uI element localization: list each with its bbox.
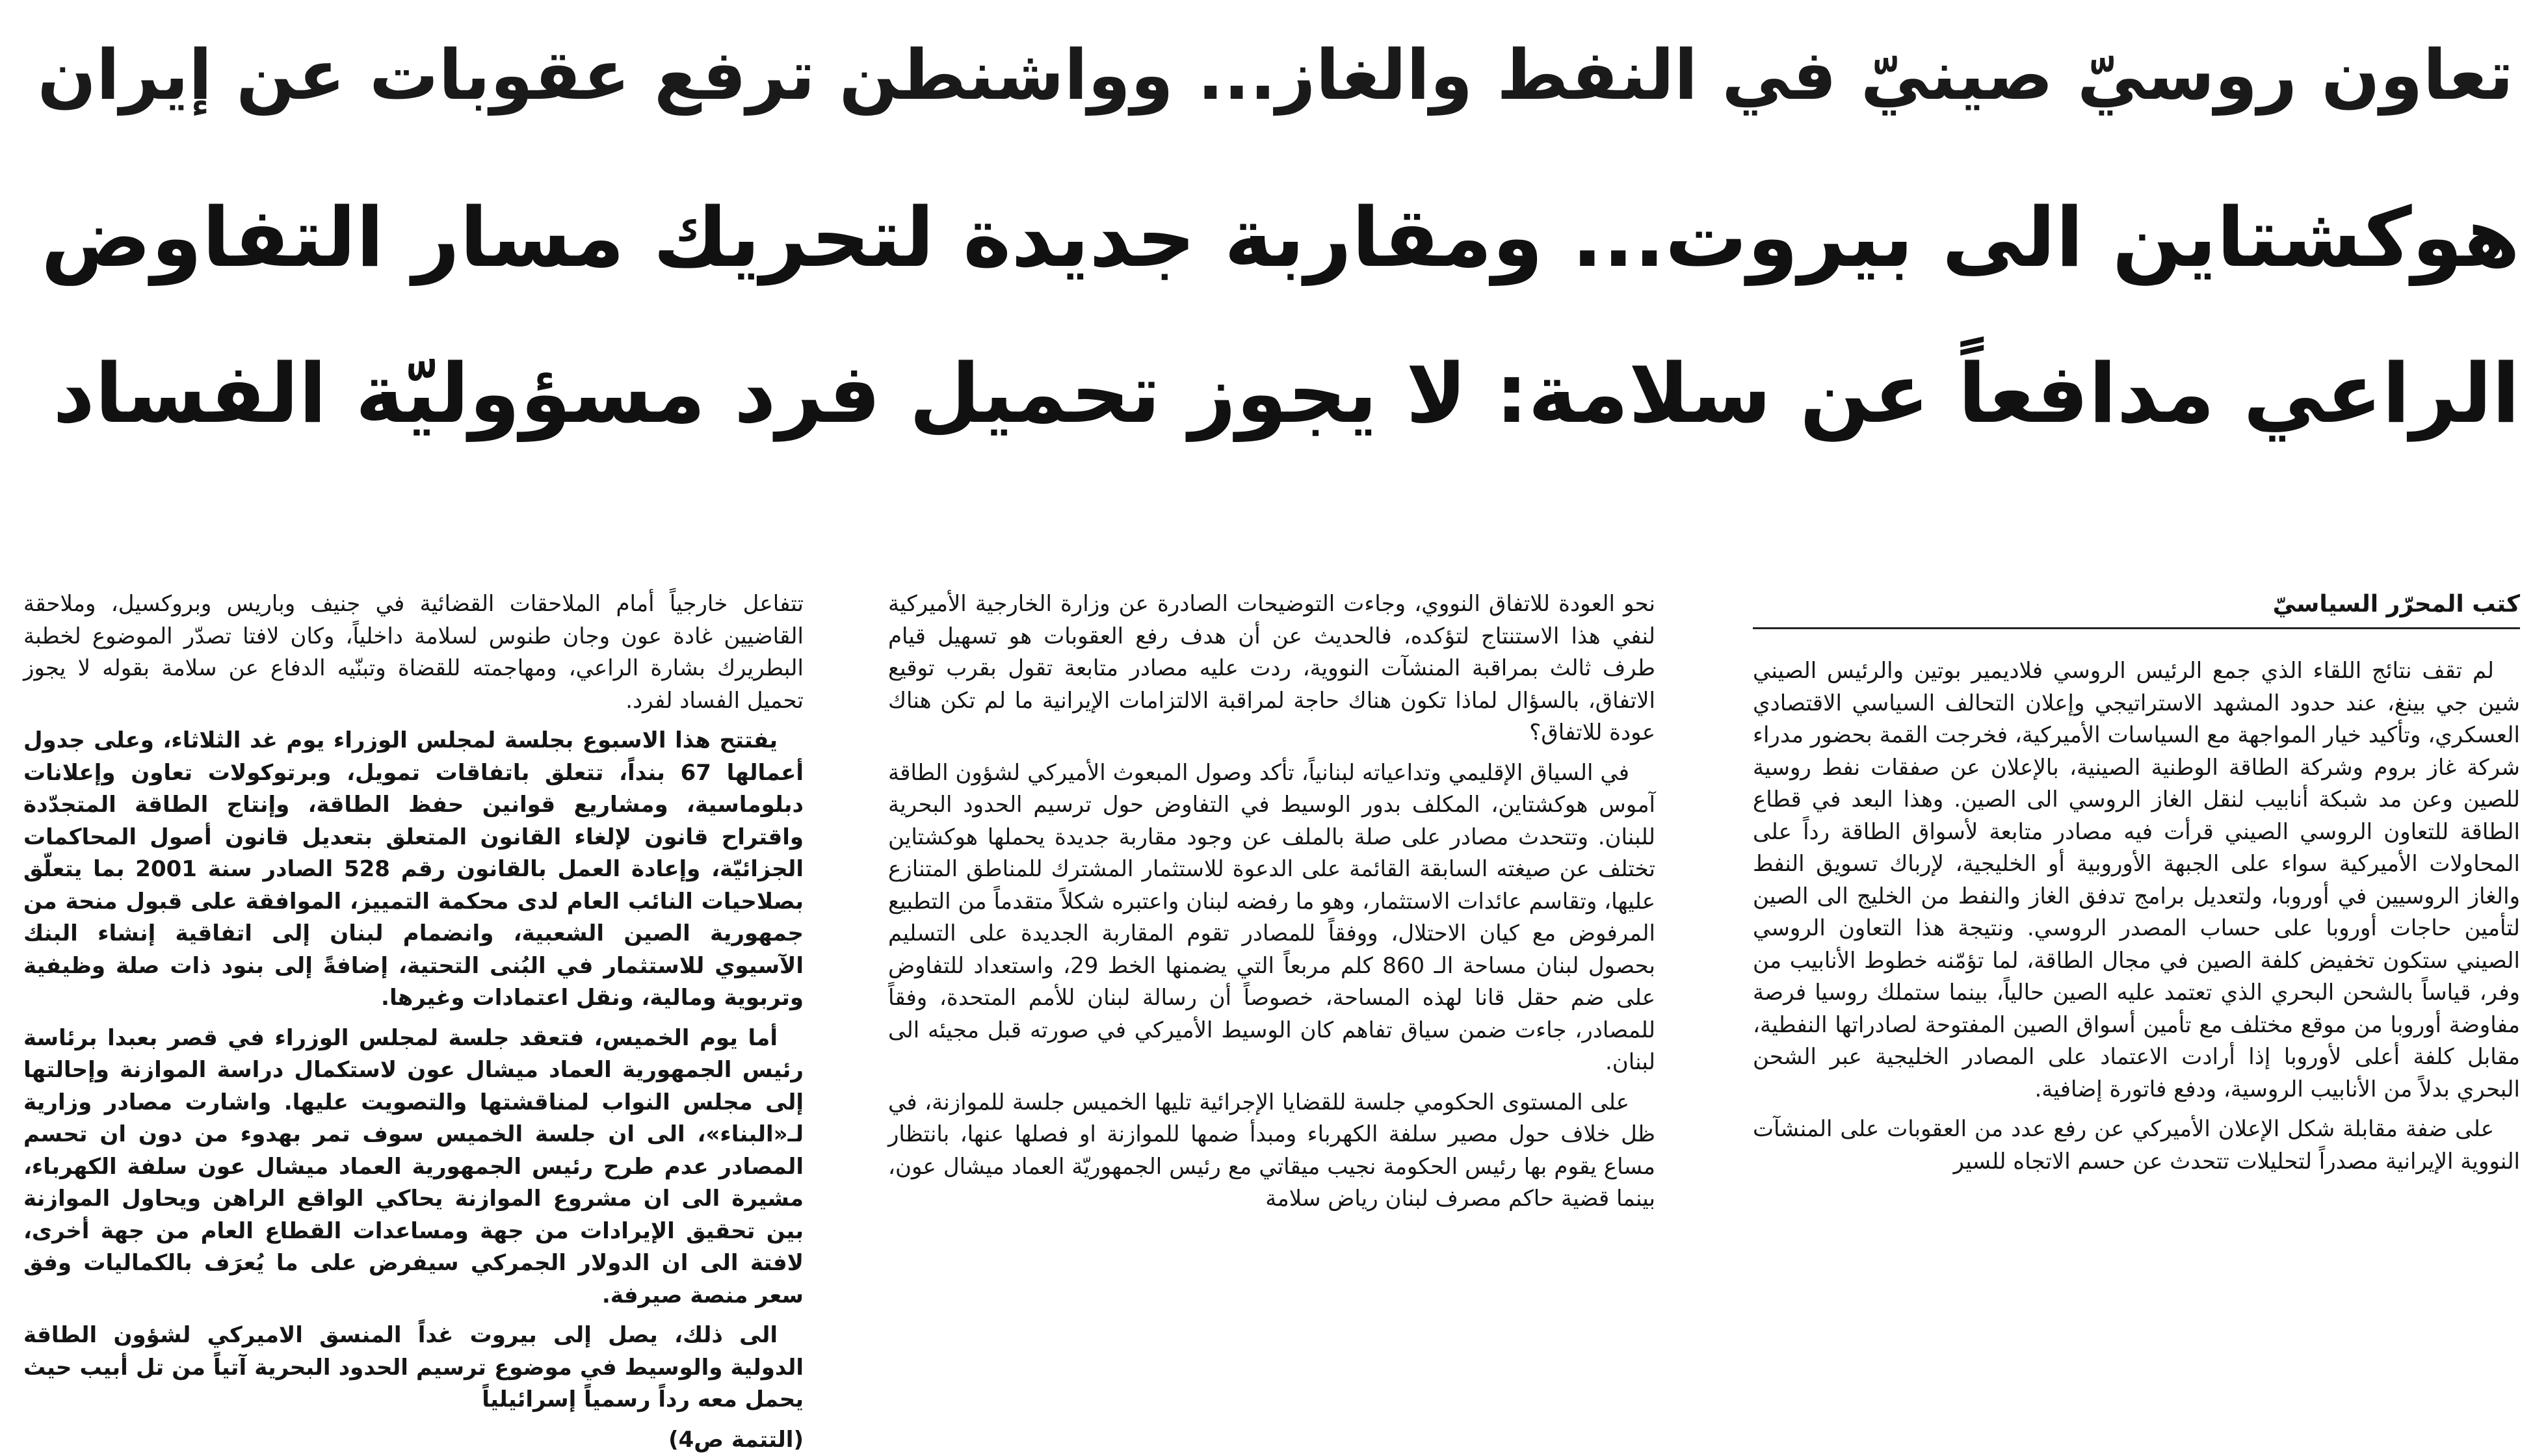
- paragraph: تتفاعل خارجياً أمام الملاحقات القضائية في جنيف وباريس وبروكسيل، وملاحقة القاضيين غادة عون وجان طنوس لسلامة داخلياً، وكان لافتا تصدّر الموضوع لخطبة البطريرك بشارة الراعي، ومهاجمته للقضاة وتبنّيه الدفاع عن سلامة بقوله لا يجوز تحميل الفساد لفرد.: [23, 588, 804, 717]
- paragraph: يفتتح هذا الاسبوع بجلسة لمجلس الوزراء يوم غد الثلاثاء، وعلى جدول أعمالها 67 بنداً، تتعلق باتفاقات تمويل، وبرتوكولات تعاون وإعلانات دبلوماسية، ومشاريع قوانين حفظ الطاقة، وإنتاج الطاقة المتجدّدة واقتراح قانون لإلغاء القانون المتعلق بتعديل قانون أصول المحاكمات الجزائيّة، وإعادة العمل بالقانون رقم 528 الصادر سنة 2001 بما يتعلّق بصلاحيات النائب العام لدى محكمة التمييز، الموافقة على قبول منحة من جمهورية الصين الشعبية، وانضمام لبنان إلى اتفاقية إنشاء البنك الآسيوي للاستثمار في البُنى التحتية، إضافةً إلى بنود ذات صلة وظيفية وتربوية ومالية، ونقل اعتمادات وغيرها.: [23, 725, 804, 1015]
- paragraph: نحو العودة للاتفاق النووي، وجاءت التوضيحات الصادرة عن وزارة الخارجية الأميركية لنفي هذا الاستنتاج لتؤكده، فالحديث عن أن هدف رفع العقوبات هو تسهيل قيام طرف ثالث بمراقبة المنشآت النووية، ردت عليه مصادر متابعة تقول بقرب توقيع الاتفاق، بالسؤال لماذا تكون هناك حاجة لمراقبة الالتزامات الإيرانية ما لم تكن هناك عودة للاتفاق؟: [888, 588, 1655, 749]
- paragraph: أما يوم الخميس، فتعقد جلسة لمجلس الوزراء في قصر بعبدا برئاسة رئيس الجمهورية العماد ميشال عون لاستكمال دراسة الموازنة وإحالتها إلى مجلس النواب لمناقشتها والتصويت عليها. واشارت مصادر وزارية لـ«البناء»، الى ان جلسة الخميس سوف تمر بهدوء من دون ان تحسم المصادر عدم طرح رئيس الجمهورية العماد ميشال عون سلفة الكهرباء، مشيرة الى ان مشروع الموازنة يحاكي الواقع الراهن ويحاول الموازنة بين تحقيق الإيرادات من جهة ومساعدات القطاع العام من جهة أخرى، لافتة الى ان الدولار الجمركي سيفرض على ما يُعرَف بالكماليات وفق سعر منصة صيرفة.: [23, 1022, 804, 1312]
- paragraph: الى ذلك، يصل إلى بيروت غداً المنسق الاميركي لشؤون الطاقة الدولية والوسيط في موضوع ترسيم الحدود البحرية آتياً من تل أبيب حيث يحمل معه رداً رسمياً إسرائيلياً: [23, 1320, 804, 1416]
- paragraph: على ضفة مقابلة شكل الإعلان الأميركي عن رفع عدد من العقوبات على المنشآت النووية الإيرانية مصدراً لتحليلات تتحدث عن حسم الاتجاه للسير: [1753, 1113, 2520, 1178]
- sup-headline: تعاون روسيّ صينيّ في النفط والغاز... وواشنطن ترفع عقوبات عن إيران: [26, 39, 2513, 111]
- main-headline-line-2: الراعي مدافعاً عن سلامة: لا يجوز تحميل فرد مسؤوليّة الفساد: [26, 351, 2520, 437]
- continuation-note: (التتمة ص4): [23, 1424, 804, 1456]
- paragraph: في السياق الإقليمي وتداعياته لبنانياً، تأكد وصول المبعوث الأميركي لشؤون الطاقة آموس هوكشتاين، المكلف بدور الوسيط في التفاوض حول ترسيم الحدود البحرية للبنان. وتتحدث مصادر على صلة بالملف عن وجود مقاربة جديدة يحملها هوكشتاين تختلف عن صيغته السابقة القائمة على الدعوة للاستثمار المشترك للمناطق المتنازع عليها، وتقاسم عائدات الاستثمار، وهو ما رفضه لبنان واعتبره شكلاً متقدماً من التطبيع المرفوض مع كيان الاحتلال، ووفقاً للمصادر تقوم المقاربة الجديدة على التسليم بحصول لبنان مساحة الـ 860 كلم مربعاً التي يضمنها الخط 29، واستعداد للتفاوض على ضم حقل قانا لهذه المساحة، خصوصاً أن رسالة لبنان للأمم المتحدة، وفقاً للمصادر، جاءت ضمن سياق تفاهم كان الوسيط الأميركي في صورته قبل مجيئه الى لبنان.: [888, 757, 1655, 1079]
- paragraph: لم تقف نتائج اللقاء الذي جمع الرئيس الروسي فلاديمير بوتين والرئيس الصيني شين جي بينغ، عند حدود المشهد الاستراتيجي وإعلان التحالف السياسي الاقتصادي العسكري، وتأكيد خيار المواجهة مع السياسات الأميركية، فخرجت القمة بحضور مدراء شركة غاز بروم وشركة الطاقة الوطنية الصينية، بالإعلان عن صفقات نفط روسية للصين وعن مد شبكة أنابيب لنقل الغاز الروسي الى الصين. وهذا البعد في قطاع الطاقة للتعاون الروسي الصيني قرأت فيه مصادر متابعة لأسواق الطاقة رداً على المحاولات الأميركية سواء على الجبهة الأوروبية أو الخليجية، لإرباك تسويق النفط والغاز الروسيين في أوروبا، ولتعديل برامج تدفق الغاز والنفط من الخليج الى الصين لتأمين حاجات أوروبا على حساب المصدر الروسي. ونتيجة هذا التعاون الروسي الصيني ستكون تخفيض كلفة الصين في مجال الطاقة، لما تؤمّنه خطوط الأنابيب من وفر، قياساً بالشحن البحري الذي تعتمد عليه الصين حالياً، بينما ستملك روسيا فرصة مفاوضة أوروبا من موقع مختلف مع تأمين أسواق الصين المفتوحة لصادراتها النفطية، مقابل كلفة أعلى لأوروبا إذا أرادت الاعتماد على المصادر الخليجية عبر الشحن البحري بدلاً من الأنابيب الروسية، ودفع فاتورة إضافية.: [1753, 655, 2520, 1106]
- byline: كتب المحرّر السياسيّ: [1753, 588, 2520, 629]
- article-columns: [23, 588, 2520, 1310]
- main-headline-line-1: هوكشتاين الى بيروت... ومقاربة جديدة لتحريك مسار التفاوض: [26, 195, 2520, 281]
- article-column-2: [888, 588, 1655, 1310]
- article-column-1: [1753, 588, 2520, 1310]
- article-column-3: [23, 588, 804, 1310]
- paragraph: على المستوى الحكومي جلسة للقضايا الإجرائية تليها الخميس جلسة للموازنة، في ظل خلاف حول مصير سلفة الكهرباء ومبدأ ضمها للموازنة او فصلها عنها، بانتظار مساع يقوم بها رئيس الحكومة نجيب ميقاتي مع رئيس الجمهوريّة العماد ميشال عون، بينما قضية حاكم مصرف لبنان رياض سلامة: [888, 1087, 1655, 1216]
